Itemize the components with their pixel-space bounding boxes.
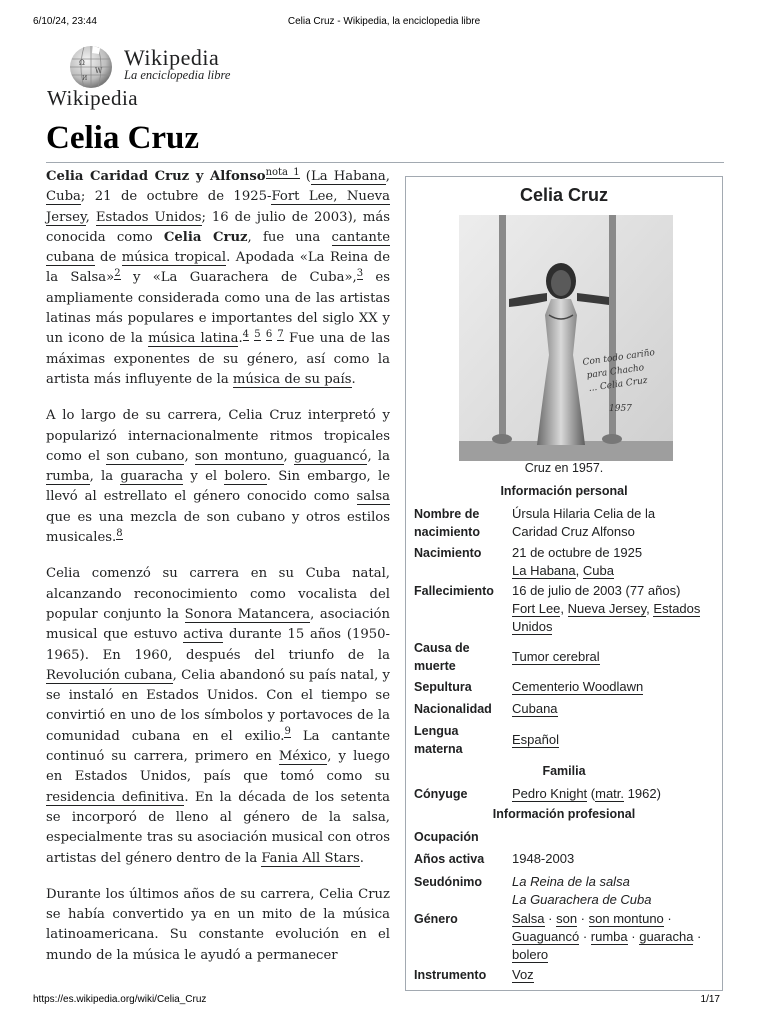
- photo-caption: Cruz en 1957.: [524, 461, 604, 475]
- text-run: Celia comenzó su carrera en su Cuba natal, alcanzando reconocimiento como vocalista del popular conjunto la: [46, 566, 390, 622]
- article-link[interactable]: Cuba: [582, 563, 614, 578]
- article-link[interactable]: música latina: [148, 331, 239, 347]
- infobox-value-line: [512, 618, 717, 636]
- infobox-value-line: Úrsula Hilaria Celia de la: [512, 506, 656, 521]
- infobox-section-professional: Información profesional: [492, 807, 636, 821]
- article-link[interactable]: Fania All Stars: [261, 850, 360, 866]
- article-link[interactable]: Fort Lee, Nueva Jersey: [46, 189, 390, 225]
- infobox-value-line: [512, 678, 717, 696]
- text-run: durante 15 años (1950-1965). En 1960, después del triunfo de la: [46, 627, 390, 663]
- infobox-value: [512, 582, 717, 636]
- text-run: ·: [579, 929, 591, 944]
- infobox-value-line: [512, 928, 717, 946]
- title-divider: [46, 162, 724, 163]
- infobox-value-line: 1948-2003: [512, 851, 575, 866]
- text-run: ,: [184, 448, 195, 464]
- reference-marker[interactable]: [266, 167, 300, 179]
- article-link[interactable]: guaguancó: [294, 448, 368, 464]
- infobox-value: [512, 731, 717, 749]
- text-run: ·: [693, 929, 702, 944]
- article-link[interactable]: matr.: [595, 786, 625, 801]
- text-run: 1962): [624, 786, 661, 801]
- svg-text:1957: 1957: [609, 404, 632, 414]
- article-link[interactable]: 3: [356, 268, 364, 280]
- infobox-value-line: [512, 966, 717, 984]
- text-run: , Celia abandonó su país natal, y se instaló en Estados Unidos. Con el tiempo se convirtió en uno de los símbolos y portavoces de la comunidad cubana en el exilio.: [46, 667, 390, 744]
- infobox-value: [512, 700, 717, 718]
- article-link[interactable]: La Habana: [310, 169, 386, 184]
- infobox-label: Sepultura: [414, 680, 472, 694]
- text-run: (: [299, 169, 311, 184]
- article-link[interactable]: 9: [284, 726, 291, 738]
- article-link[interactable]: cubana: [46, 250, 95, 266]
- article-link[interactable]: bolero: [512, 947, 549, 962]
- paragraph-later-years: [46, 885, 390, 966]
- infobox-value: [512, 505, 717, 541]
- text-run: ·: [544, 911, 557, 926]
- article-link[interactable]: guaracha: [639, 929, 694, 944]
- article-link[interactable]: Estados Unidos: [95, 209, 202, 225]
- article-link[interactable]: 8: [116, 527, 123, 539]
- article-link[interactable]: Guaguancó: [512, 929, 580, 944]
- logo-wordmark: Wikipedia: [124, 45, 220, 70]
- article-link[interactable]: Nueva Jersey: [567, 601, 647, 616]
- article-link[interactable]: Cubana: [512, 701, 558, 716]
- infobox-label: Género: [414, 912, 458, 926]
- puzzle-globe-icon: [66, 44, 116, 90]
- article-body: [46, 167, 390, 982]
- svg-text:W: W: [95, 67, 103, 75]
- article-link[interactable]: 7: [277, 328, 284, 340]
- article-link[interactable]: 6: [265, 328, 273, 340]
- infobox-section-family: Familia: [542, 764, 586, 778]
- reference-marker[interactable]: [254, 329, 260, 341]
- infobox-value-line: [512, 600, 717, 618]
- article-link[interactable]: son: [556, 911, 578, 926]
- article-link[interactable]: residencia definitiva: [46, 789, 185, 805]
- text-run: , y luego en Estados Unidos, país que tomó como su: [46, 749, 390, 785]
- article-link[interactable]: Español: [512, 732, 559, 747]
- text-run: es ampliamente considerada como una de las artistas latinas más populares e importantes del siglo XX y un icono de la: [46, 270, 390, 347]
- text-run: ,: [560, 601, 568, 616]
- text-run: Durante los últimos años de su carrera, Celia Cruz se había convertido ya en un mito de la música latinoamericana. Su constante evolución en el mundo de la música le ayudó a permanecer: [46, 886, 390, 963]
- text-run: ,: [385, 169, 390, 184]
- text-run: ,: [85, 209, 96, 225]
- article-link[interactable]: 5: [254, 328, 261, 340]
- article-link[interactable]: Unidos: [512, 619, 553, 634]
- infobox-value: [512, 785, 717, 803]
- article-link[interactable]: Pedro Knight: [512, 786, 588, 801]
- article-link[interactable]: son montuno: [588, 911, 664, 926]
- article-link[interactable]: activa: [183, 627, 224, 643]
- infobox-value-line: [512, 891, 717, 909]
- article-link[interactable]: guaracha: [120, 469, 184, 485]
- infobox-value: [512, 966, 717, 984]
- article-link[interactable]: música de su país: [232, 371, 352, 387]
- infobox-title: Celia Cruz: [519, 185, 609, 205]
- infobox-value-line: [512, 910, 717, 928]
- infobox-value-line: 21 de octubre de 1925: [512, 545, 643, 560]
- text-run: ; 16 de julio de 2003), más conocida como: [46, 209, 391, 245]
- svg-text:para Chacho: para Chacho: [586, 363, 645, 381]
- svg-text:... Celia Cruz: ... Celia Cruz: [588, 375, 649, 394]
- text-run: .: [238, 331, 243, 347]
- infobox-label: Lengua materna: [414, 724, 463, 756]
- article-link[interactable]: Cementerio Woodlawn: [512, 679, 644, 694]
- text-run: ·: [627, 929, 640, 944]
- text-run: . Apodada «La Reina de la Salsa»: [46, 250, 390, 286]
- paragraph-career: [46, 406, 390, 548]
- article-link[interactable]: salsa: [356, 489, 390, 505]
- article-link[interactable]: cantante: [331, 229, 391, 245]
- infobox-label: Ocupación: [414, 830, 479, 844]
- logo-tagline: La enciclopedia libre: [124, 68, 231, 82]
- article-link[interactable]: bolero: [224, 469, 267, 485]
- article-link[interactable]: nota 1: [265, 166, 300, 178]
- print-page-number: 1/17: [700, 994, 720, 1005]
- article-link[interactable]: México: [278, 749, 328, 765]
- article-link[interactable]: Tumor cerebral: [512, 649, 600, 664]
- text-run: (: [587, 786, 596, 801]
- infobox-label: Seudónimo: [414, 875, 483, 889]
- text-run: que es una mezcla de son cubano y otros estilos musicales.: [46, 509, 390, 546]
- article-link[interactable]: Cuba: [46, 189, 81, 205]
- article-link[interactable]: 2: [114, 268, 121, 280]
- article-link[interactable]: son cubano: [106, 448, 185, 464]
- infobox-label: Causa de muerte: [414, 641, 470, 673]
- text-run: ·: [663, 911, 672, 926]
- text-run: de: [94, 250, 122, 266]
- text-run: , la: [89, 469, 121, 485]
- logo-wordmark-secondary: Wikipedia: [47, 86, 139, 110]
- infobox-value-line: [512, 700, 717, 718]
- infobox-value: [512, 678, 717, 696]
- infobox-value-line: 16 de julio de 2003 (77 años): [512, 583, 681, 598]
- text-run: . Sin embargo, le llevó al estrellato el género conocido como: [46, 469, 390, 505]
- article-link[interactable]: Voz: [512, 967, 534, 982]
- article-link[interactable]: Salsa: [512, 911, 545, 926]
- infobox-value-line: [512, 562, 717, 580]
- text-run: , asociación musical que estuvo: [46, 606, 390, 643]
- print-url: https://es.wikipedia.org/wiki/Celia_Cruz: [33, 994, 207, 1005]
- article-link[interactable]: Estados: [653, 601, 701, 616]
- article-link[interactable]: rumba: [46, 469, 90, 485]
- text-run: A lo largo de su carrera, Celia Cruz interpretó y popularizó internacionalmente ritmos tropicales como el: [46, 408, 390, 464]
- svg-text:Con todo cariño: Con todo cariño: [582, 347, 656, 368]
- text-run: .: [351, 371, 356, 387]
- infobox-value-line: Caridad Cruz Alfonso: [512, 524, 635, 539]
- infobox-label: Años activa: [414, 852, 485, 866]
- infobox-label: Nacimiento: [414, 546, 482, 560]
- article-link[interactable]: Revolución cubana: [46, 667, 173, 683]
- infobox-label: Nombre de nacimiento: [414, 507, 480, 539]
- text-run: ,: [283, 448, 295, 464]
- portrait-photo[interactable]: [459, 215, 673, 461]
- infobox-value-line: [512, 946, 717, 964]
- article-link[interactable]: rumba: [590, 929, 628, 944]
- text-run: .: [359, 850, 364, 866]
- infobox-value: [512, 850, 717, 868]
- infobox-label: Cónyuge: [414, 787, 468, 801]
- text-run: . En la década de los setenta se incorporó de lleno al género de la salsa, especialmente tras su asociación musical con otros artistas del género dentro de la: [46, 789, 390, 866]
- article-link[interactable]: música tropical: [121, 250, 227, 266]
- text-run: Fue una de las máximas exponentes de su género, así como la artista más influyente de la: [46, 331, 390, 387]
- infobox-value: [512, 648, 717, 666]
- article-link[interactable]: Fort Lee: [512, 601, 561, 616]
- text-run: La cantante continuó su carrera, primero en: [46, 728, 390, 765]
- text-run: ,: [646, 601, 654, 616]
- reference-marker[interactable]: [116, 528, 122, 540]
- article-link[interactable]: Sonora Matancera: [184, 606, 311, 622]
- text-run: y «La Guarachera de Cuba»,: [120, 270, 357, 286]
- infobox-value: [512, 873, 717, 909]
- wikipedia-logo[interactable]: [66, 44, 266, 90]
- paragraph-intro: [46, 167, 390, 390]
- print-datetime: 6/10/24, 23:44: [33, 16, 97, 27]
- page-title: Celia Cruz: [46, 120, 200, 156]
- article-link[interactable]: 4: [242, 328, 250, 340]
- infobox-value-line: [512, 785, 717, 803]
- infobox-label: Fallecimiento: [414, 584, 494, 598]
- infobox-value-line: [512, 873, 717, 891]
- infobox-value-line: [512, 731, 717, 749]
- print-page-title: Celia Cruz - Wikipedia, la enciclopedia libre: [287, 16, 481, 27]
- infobox-value-line: [512, 648, 717, 666]
- text-run: Celia Caridad Cruz y Alfonso: [46, 169, 266, 184]
- infobox-section-personal: Información personal: [500, 484, 628, 498]
- infobox-value: [512, 544, 717, 580]
- svg-text:И: И: [82, 75, 88, 82]
- infobox-value: [512, 910, 717, 964]
- svg-text:Ω: Ω: [79, 59, 85, 67]
- text-run: La Guarachera de Cuba: [512, 892, 652, 907]
- infobox-label: Instrumento: [414, 968, 487, 982]
- article-link[interactable]: La Habana: [512, 563, 576, 578]
- text-run: ·: [577, 911, 589, 926]
- article-link[interactable]: son montuno: [194, 448, 284, 464]
- infobox: [405, 176, 723, 991]
- text-run: Celia Cruz: [163, 229, 248, 245]
- text-run: La Reina de la salsa: [512, 874, 630, 889]
- text-run: ; 21 de octubre de 1925-: [80, 189, 272, 205]
- text-run: , fue una: [247, 229, 332, 245]
- infobox-label: Nacionalidad: [414, 702, 492, 716]
- paragraph-early-life: [46, 564, 390, 868]
- text-run: , la: [367, 448, 390, 464]
- text-run: y el: [183, 469, 225, 485]
- text-run: ,: [575, 563, 583, 578]
